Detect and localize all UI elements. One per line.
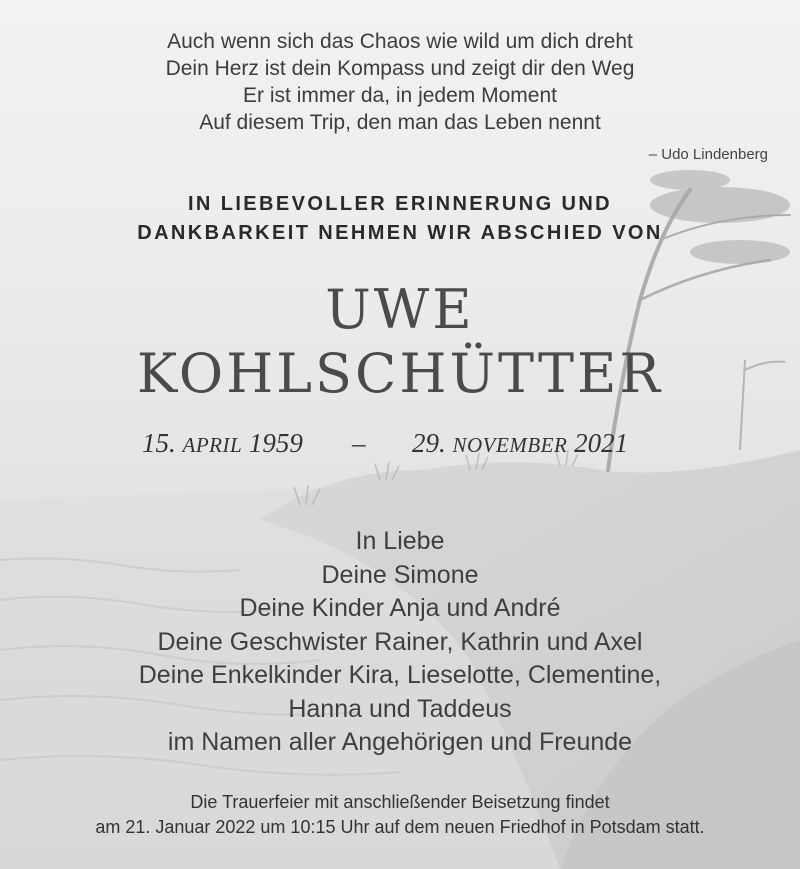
poem-line: Auf diesem Trip, den man das Leben nennt (199, 111, 601, 134)
service-line: am 21. Januar 2022 um 10:15 Uhr auf dem neuen Friedhof in Potsdam statt. (95, 817, 705, 837)
poem-quote (0, 28, 800, 136)
birth-month: APRIL (182, 433, 243, 457)
remembrance-heading (0, 190, 800, 248)
family-line: In Liebe (355, 527, 445, 555)
service-line: Die Trauerfeier mit anschließender Beisetzung findet (190, 792, 610, 812)
poem-line: Dein Herz ist dein Kompass und zeigt dir den Weg (165, 57, 635, 80)
poem-attribution: – Udo Lindenberg (648, 146, 768, 163)
first-name: UWE (325, 278, 475, 341)
birth-day: 15. (142, 428, 176, 458)
poem-line: Er ist immer da, in jedem Moment (243, 84, 557, 107)
death-year: 2021 (574, 428, 629, 458)
birth-date (142, 428, 303, 459)
family-line: Deine Kinder Anja und André (239, 594, 561, 622)
last-name: KOHLSCHÜTTER (136, 342, 664, 405)
family-line: Deine Geschwister Rainer, Kathrin und Axel (157, 627, 643, 656)
birth-year: 1959 (248, 428, 303, 458)
date-separator: – (352, 428, 366, 458)
funeral-service-notice (0, 790, 800, 840)
life-dates (0, 428, 800, 464)
poem-line: Auch wenn sich das Chaos wie wild um dich dreht (167, 30, 633, 53)
family-line: im Namen aller Angehörigen und Freunde (167, 728, 633, 756)
family-line: Deine Enkelkinder Kira, Lieselotte, Clementine, (138, 661, 662, 689)
heading-line: DANKBARKEIT NEHMEN WIR ABSCHIED VON (137, 222, 663, 244)
family-line: Hanna und Taddeus (288, 694, 512, 723)
family-mourners (0, 525, 800, 760)
death-month: NOVEMBER (452, 433, 568, 457)
heading-line: IN LIEBEVOLLER ERINNERUNG UND (187, 193, 613, 215)
deceased-name (0, 278, 800, 406)
death-day: 29. (412, 428, 446, 458)
death-date (412, 428, 628, 459)
family-line: Deine Simone (321, 560, 479, 589)
